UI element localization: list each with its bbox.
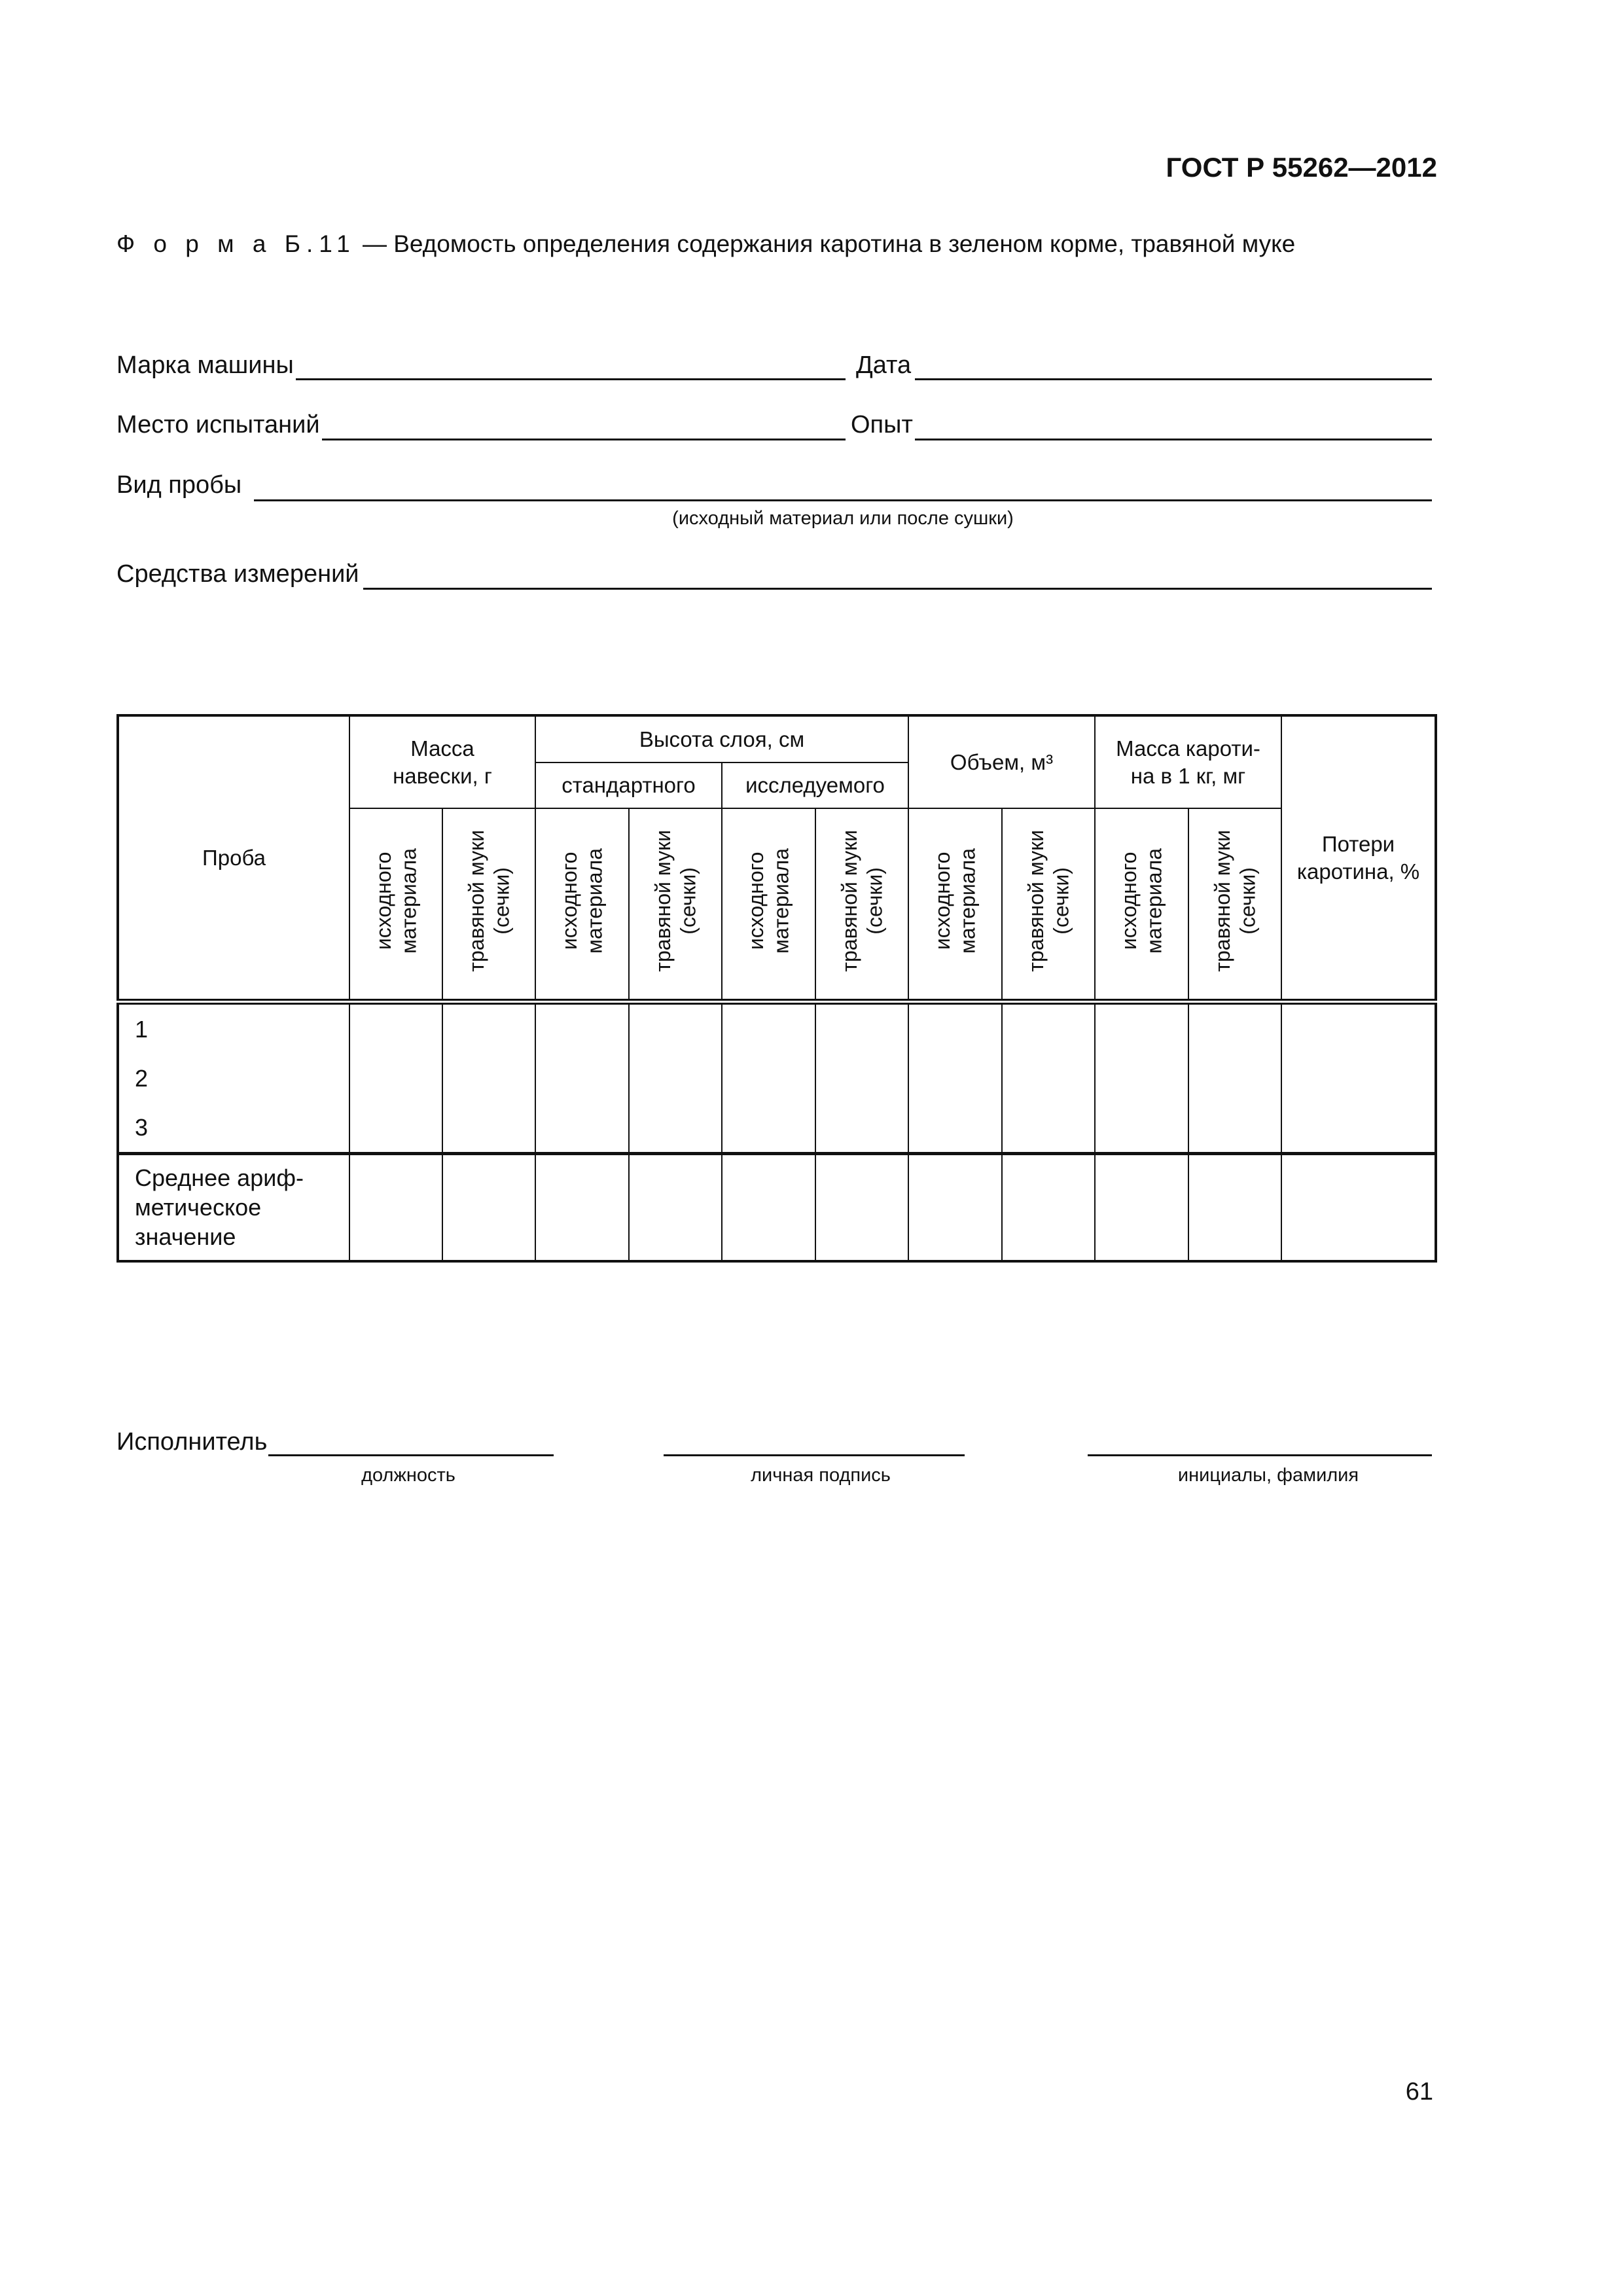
table-cell[interactable] (629, 1002, 722, 1154)
page-number: 61 (1405, 2078, 1433, 2106)
table-cell[interactable] (442, 1154, 535, 1261)
table-cell[interactable] (722, 1002, 815, 1154)
table-cell[interactable] (815, 1154, 908, 1261)
table-cell[interactable] (1281, 1154, 1436, 1261)
table-cell[interactable] (1095, 1154, 1188, 1261)
position-line[interactable] (268, 1454, 554, 1456)
header-standard: стандартного (535, 762, 722, 808)
document-code: ГОСТ Р 55262—2012 (1166, 152, 1437, 183)
table-cell[interactable] (722, 1154, 815, 1261)
table-cell[interactable] (349, 1154, 442, 1261)
test-site-line[interactable] (322, 439, 846, 440)
header-investigated-grass-meal: травяной муки (сечки) (837, 830, 886, 972)
carotene-table (116, 714, 1437, 1263)
sample-type-line[interactable] (254, 499, 1432, 501)
executor-label: Исполнитель (116, 1428, 268, 1456)
table-cell[interactable] (1188, 1002, 1281, 1154)
header-investigated-original: исходного материала (744, 848, 793, 954)
machine-brand-label: Марка машины (116, 351, 294, 379)
header-standard-grass-meal: травяной муки (сечки) (651, 830, 700, 972)
header-mass-grass-meal: травяной муки (сечки) (464, 830, 513, 972)
position-caption: должность (361, 1465, 455, 1486)
row-numbers: 1 2 3 (118, 1002, 349, 1154)
experiment-line[interactable] (915, 439, 1432, 440)
header-mass-original: исходного материала (371, 848, 420, 954)
table-cell[interactable] (535, 1154, 629, 1261)
signature-line[interactable] (664, 1454, 965, 1456)
table-row-samples (118, 1002, 1436, 1154)
table-cell[interactable] (1095, 1002, 1188, 1154)
header-volume-grass-meal: травяной муки (сечки) (1024, 830, 1073, 972)
sample-type-label: Вид пробы (116, 471, 242, 499)
header-carotene-grass-meal: травяной муки (сечки) (1210, 830, 1259, 972)
measuring-instruments-label: Средства измерений (116, 560, 359, 588)
header-layer-height: Высота слоя, см (535, 715, 908, 762)
form-title-text: — Ведомость определения содержания каротина в зеленом корме, травяной муке (355, 230, 1296, 257)
signature-caption: личная подпись (751, 1465, 891, 1486)
table-cell[interactable] (1281, 1002, 1436, 1154)
table-cell[interactable] (535, 1002, 629, 1154)
header-sample: Проба (118, 715, 349, 1002)
date-label: Дата (856, 351, 912, 379)
name-line[interactable] (1088, 1454, 1432, 1456)
header-carotene-mass: Масса кароти- на в 1 кг, мг (1095, 715, 1281, 808)
experiment-label: Опыт (851, 411, 913, 439)
table-row-average (118, 1154, 1436, 1261)
header-volume: Объем, м³ (908, 715, 1095, 808)
table-cell[interactable] (1002, 1154, 1095, 1261)
table-cell[interactable] (442, 1002, 535, 1154)
date-line[interactable] (915, 378, 1432, 380)
form-title (116, 230, 1295, 258)
sample-type-hint: (исходный материал или после сушки) (672, 508, 1014, 529)
header-carotene-loss: Потери каротина, % (1281, 715, 1436, 1002)
header-standard-original: исходного материала (558, 848, 607, 954)
table-cell[interactable] (349, 1002, 442, 1154)
form-title-prefix: Ф о р м а Б.11 (116, 230, 356, 257)
name-caption: инициалы, фамилия (1177, 1465, 1359, 1486)
header-sample-mass: Масса навески, г (349, 715, 535, 808)
header-volume-original: исходного материала (931, 848, 980, 954)
row-average-label: Среднее ариф- метическое значение (118, 1154, 349, 1261)
header-investigated: исследуемого (722, 762, 908, 808)
table-cell[interactable] (1188, 1154, 1281, 1261)
table-cell[interactable] (629, 1154, 722, 1261)
machine-brand-line[interactable] (296, 378, 846, 380)
table-cell[interactable] (908, 1002, 1002, 1154)
table-cell[interactable] (908, 1154, 1002, 1261)
test-site-label: Место испытаний (116, 411, 320, 439)
measuring-instruments-line[interactable] (363, 588, 1432, 590)
table-cell[interactable] (1002, 1002, 1095, 1154)
header-carotene-original: исходного материала (1117, 848, 1166, 954)
table-cell[interactable] (815, 1002, 908, 1154)
